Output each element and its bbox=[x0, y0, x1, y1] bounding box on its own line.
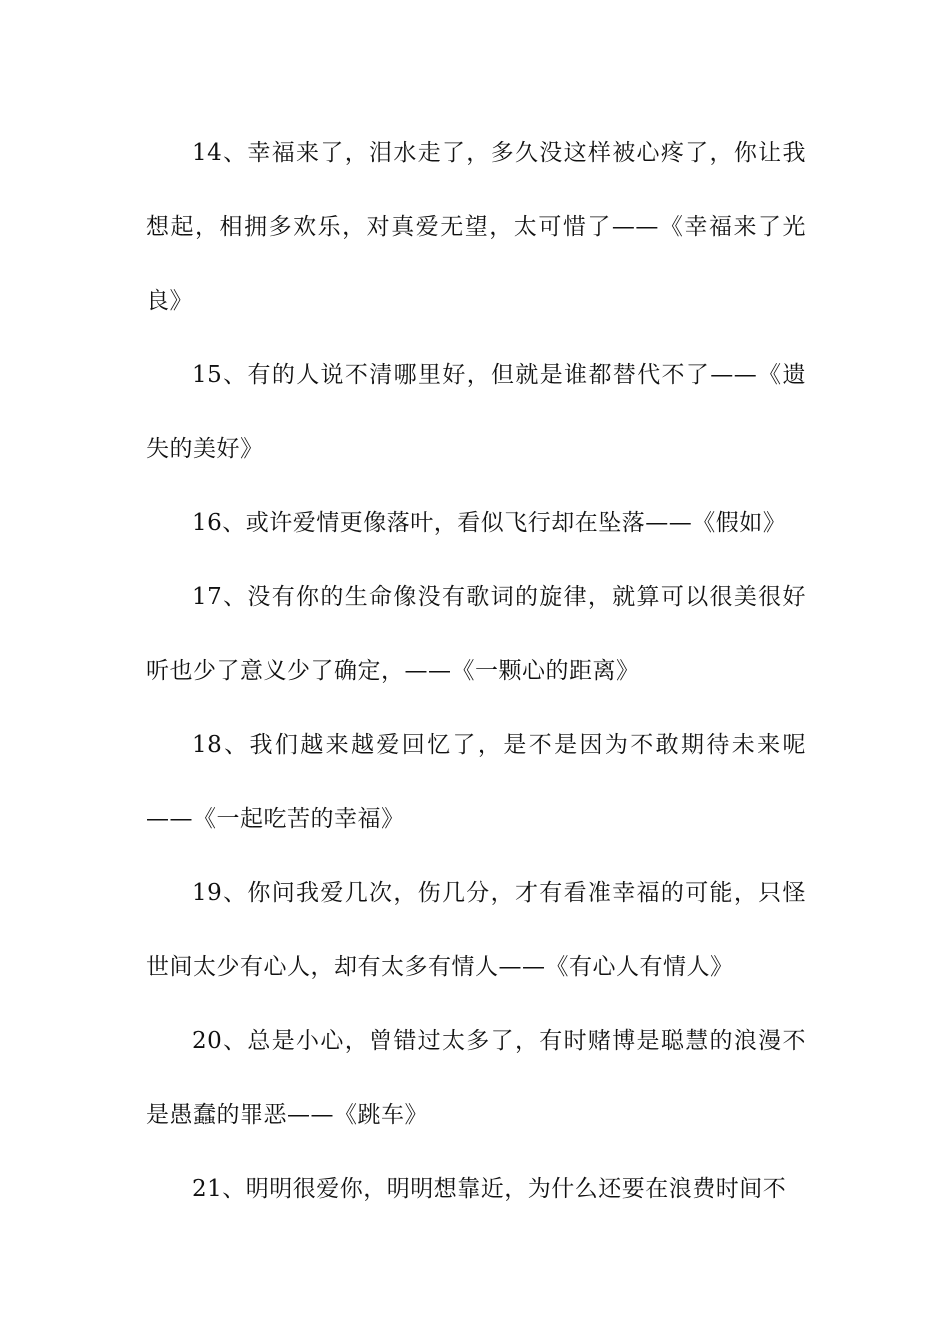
document-page bbox=[146, 0, 806, 1344]
paragraph-17: 17、没有你的生命像没有歌词的旋律，就算可以很美很好听也少了意义少了确定，——《一颗心的距离》 bbox=[146, 584, 806, 684]
paragraph-20: 20、总是小心，曾错过太多了，有时赌博是聪慧的浪漫不是愚蠢的罪恶——《跳车》 bbox=[146, 1028, 806, 1128]
paragraph-14: 14、幸福来了，泪水走了，多久没这样被心疼了，你让我想起，相拥多欢乐，对真爱无望，太可惜了——《幸福来了光良》 bbox=[146, 140, 806, 314]
paragraph-19: 19、你问我爱几次，伤几分，才有看准幸福的可能，只怪世间太少有心人，却有太多有情人——《有心人有情人》 bbox=[146, 880, 806, 980]
paragraph-16: 16、或许爱情更像落叶，看似飞行却在坠落——《假如》 bbox=[192, 510, 787, 536]
paragraph-21: 21、明明很爱你，明明想靠近，为什么还要在浪费时间不 bbox=[192, 1176, 787, 1202]
paragraph-15: 15、有的人说不清哪里好，但就是谁都替代不了——《遗失的美好》 bbox=[146, 362, 806, 462]
paragraph-18: 18、我们越来越爱回忆了，是不是因为不敢期待未来呢——《一起吃苦的幸福》 bbox=[146, 732, 806, 832]
document-body bbox=[146, 116, 806, 1226]
